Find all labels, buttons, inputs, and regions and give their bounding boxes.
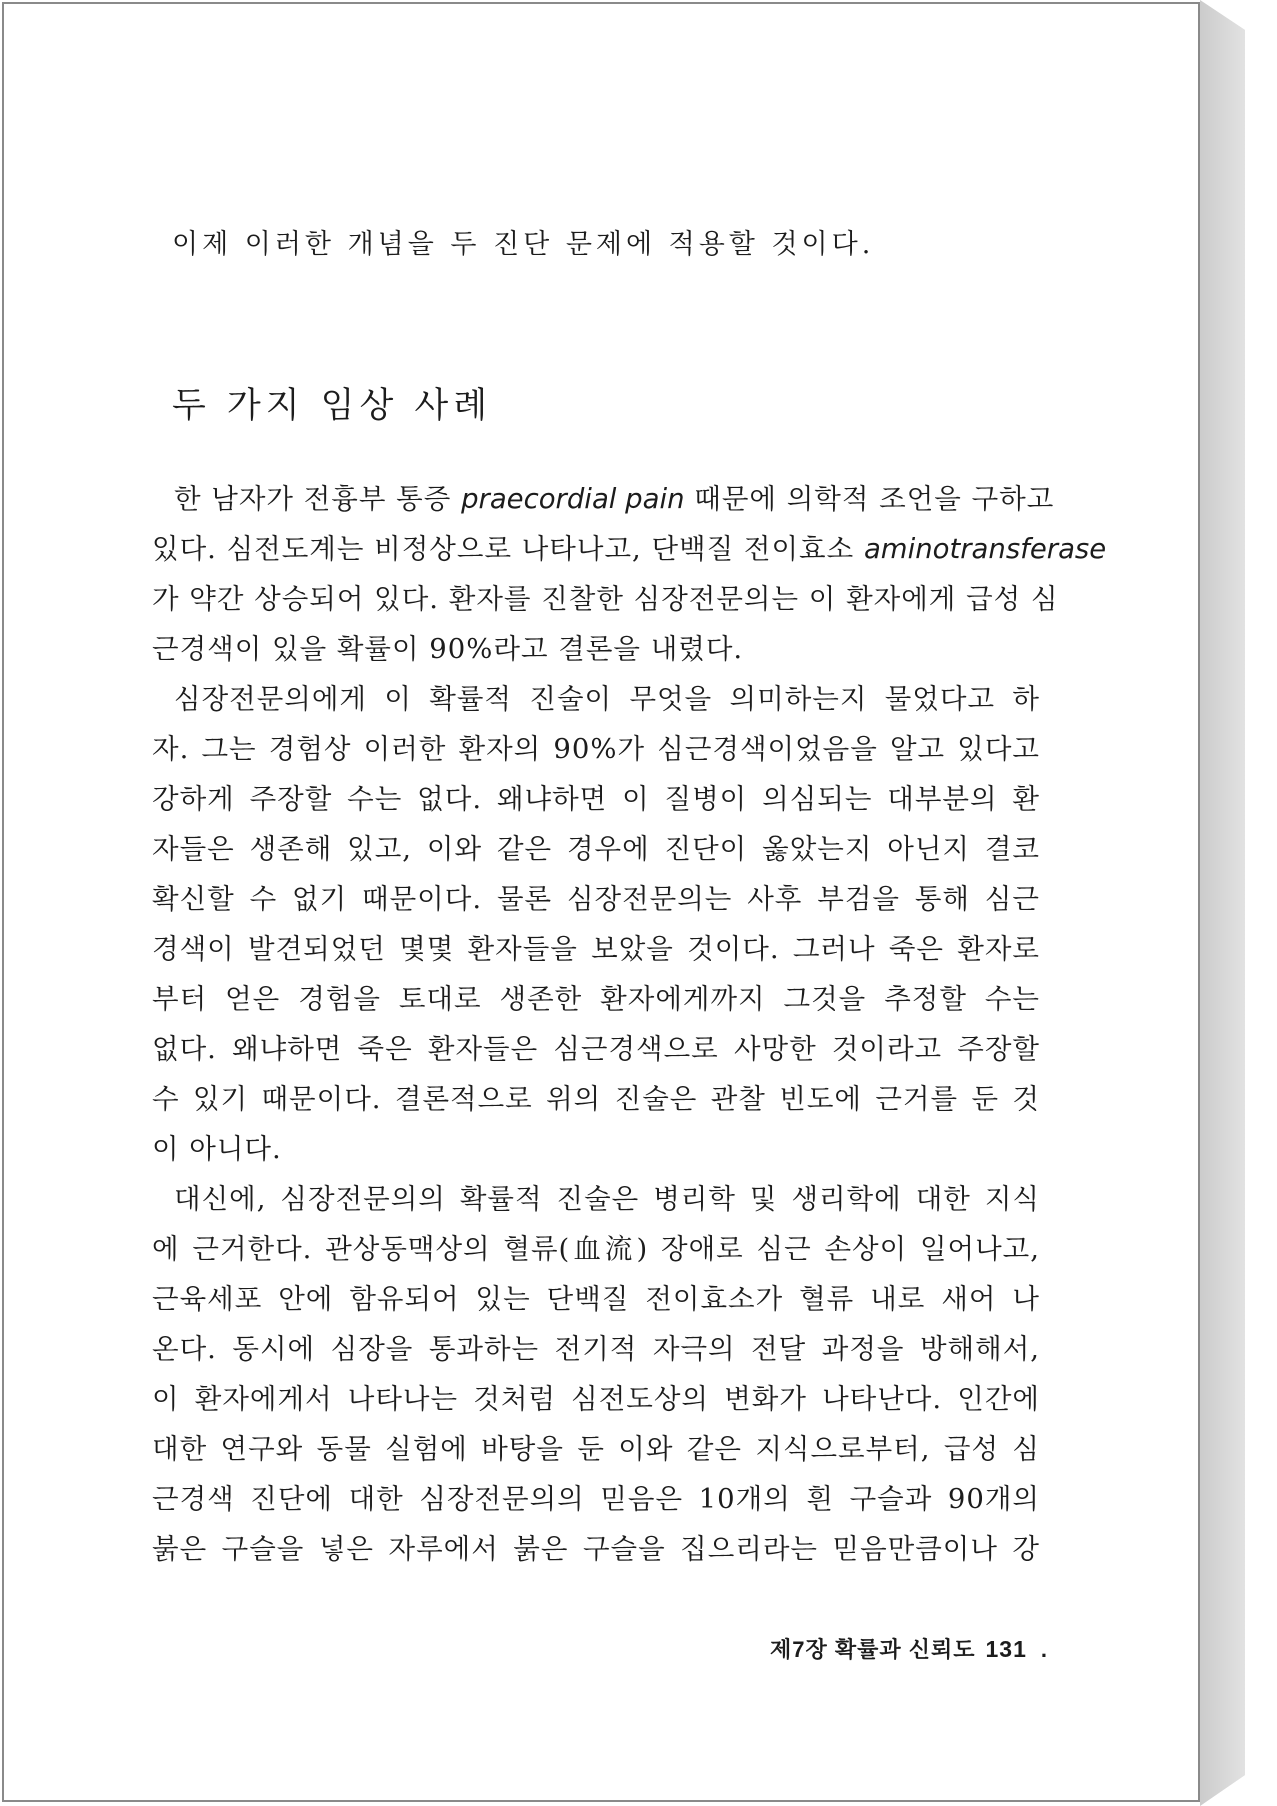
paragraph-2-line: 없다. 왜냐하면 죽은 환자들은 심근경색으로 사망한 것이라고 주장할 bbox=[152, 1033, 1040, 1065]
paragraph-2-line: 심장전문의에게 이 확률적 진술이 무엇을 의미하는지 물었다고 하 bbox=[174, 683, 1040, 715]
page-number: 131 bbox=[985, 1636, 1027, 1662]
paragraph-3-line: 온다. 동시에 심장을 통과하는 전기적 자극의 전달 과정을 방해해서, bbox=[152, 1333, 1040, 1365]
paragraph-3-line: 근경색 진단에 대한 심장전문의의 믿음은 10개의 흰 구슬과 90개의 bbox=[152, 1483, 1040, 1515]
paragraph-3-line: 붉은 구슬을 넣은 자루에서 붉은 구슬을 집으리라는 믿음만큼이나 강 bbox=[152, 1533, 1040, 1565]
paragraph-3-line: 에 근거한다. 관상동맥상의 혈류(血流) 장애로 심근 손상이 일어나고, bbox=[152, 1233, 1040, 1265]
paragraph-2 bbox=[152, 674, 1040, 1174]
paragraph-1 bbox=[152, 474, 1107, 674]
paragraph-2-line: 자. 그는 경험상 이러한 환자의 90%가 심근경색이었음을 알고 있다고 bbox=[152, 733, 1040, 765]
paragraph-1-line-3: 가 약간 상승되어 있다. 환자를 진찰한 심장전문의는 이 환자에게 급성 심 bbox=[152, 583, 1059, 615]
term-aminotransferase: aminotransferase bbox=[863, 533, 1107, 565]
paragraph-3-line: 근육세포 안에 함유되어 있는 단백질 전이효소가 혈류 내로 새어 나 bbox=[152, 1283, 1040, 1315]
paragraph-3-line: 대한 연구와 동물 실험에 바탕을 둔 이와 같은 지식으로부터, 급성 심 bbox=[152, 1433, 1040, 1465]
paragraph-1-line-1: 한 남자가 전흉부 통증 praecordial pain 때문에 의학적 조언을 구하고 bbox=[174, 483, 1055, 515]
paragraph-2-line: 수 있기 때문이다. 결론적으로 위의 진술은 관찰 빈도에 근거를 둔 것 bbox=[152, 1083, 1040, 1115]
section-heading: 두 가지 임상 사례 bbox=[172, 386, 493, 426]
page-footer bbox=[770, 1633, 1048, 1664]
paragraph-2-line: 강하게 주장할 수는 없다. 왜냐하면 이 질병이 의심되는 대부분의 환 bbox=[152, 783, 1040, 815]
paragraph-2-line: 경색이 발견되었던 몇몇 환자들을 보았을 것이다. 그러나 죽은 환자로 bbox=[152, 933, 1040, 965]
paragraph-2-line: 확신할 수 없기 때문이다. 물론 심장전문의는 사후 부검을 통해 심근 bbox=[152, 883, 1040, 915]
paragraph-1-line-2: 있다. 심전도계는 비정상으로 나타나고, 단백질 전이효소 aminotransferase bbox=[152, 533, 1107, 565]
paragraph-2-line: 자들은 생존해 있고, 이와 같은 경우에 진단이 옳았는지 아닌지 결코 bbox=[152, 833, 1040, 865]
footer-dot: . bbox=[1040, 1637, 1048, 1662]
paragraph-2-line: 이 아니다. bbox=[152, 1133, 282, 1165]
page-edge bbox=[1200, 0, 1245, 1806]
paragraph-3 bbox=[152, 1174, 1040, 1574]
paragraph-3-line: 대신에, 심장전문의의 확률적 진술은 병리학 및 생리학에 대한 지식 bbox=[174, 1183, 1040, 1215]
paragraph-1-line-4: 근경색이 있을 확률이 90%라고 결론을 내렸다. bbox=[152, 633, 744, 665]
term-praecordial-pain: praecordial pain bbox=[461, 483, 685, 515]
paragraph-3-line: 이 환자에게서 나타나는 것처럼 심전도상의 변화가 나타난다. 인간에 bbox=[152, 1383, 1040, 1415]
paragraph-2-line: 부터 얻은 경험을 토대로 생존한 환자에게까지 그것을 추정할 수는 bbox=[152, 983, 1040, 1015]
chapter-title: 제7장 확률과 신뢰도 bbox=[770, 1637, 976, 1662]
intro-sentence: 이제 이러한 개념을 두 진단 문제에 적용할 것이다. bbox=[172, 229, 875, 260]
